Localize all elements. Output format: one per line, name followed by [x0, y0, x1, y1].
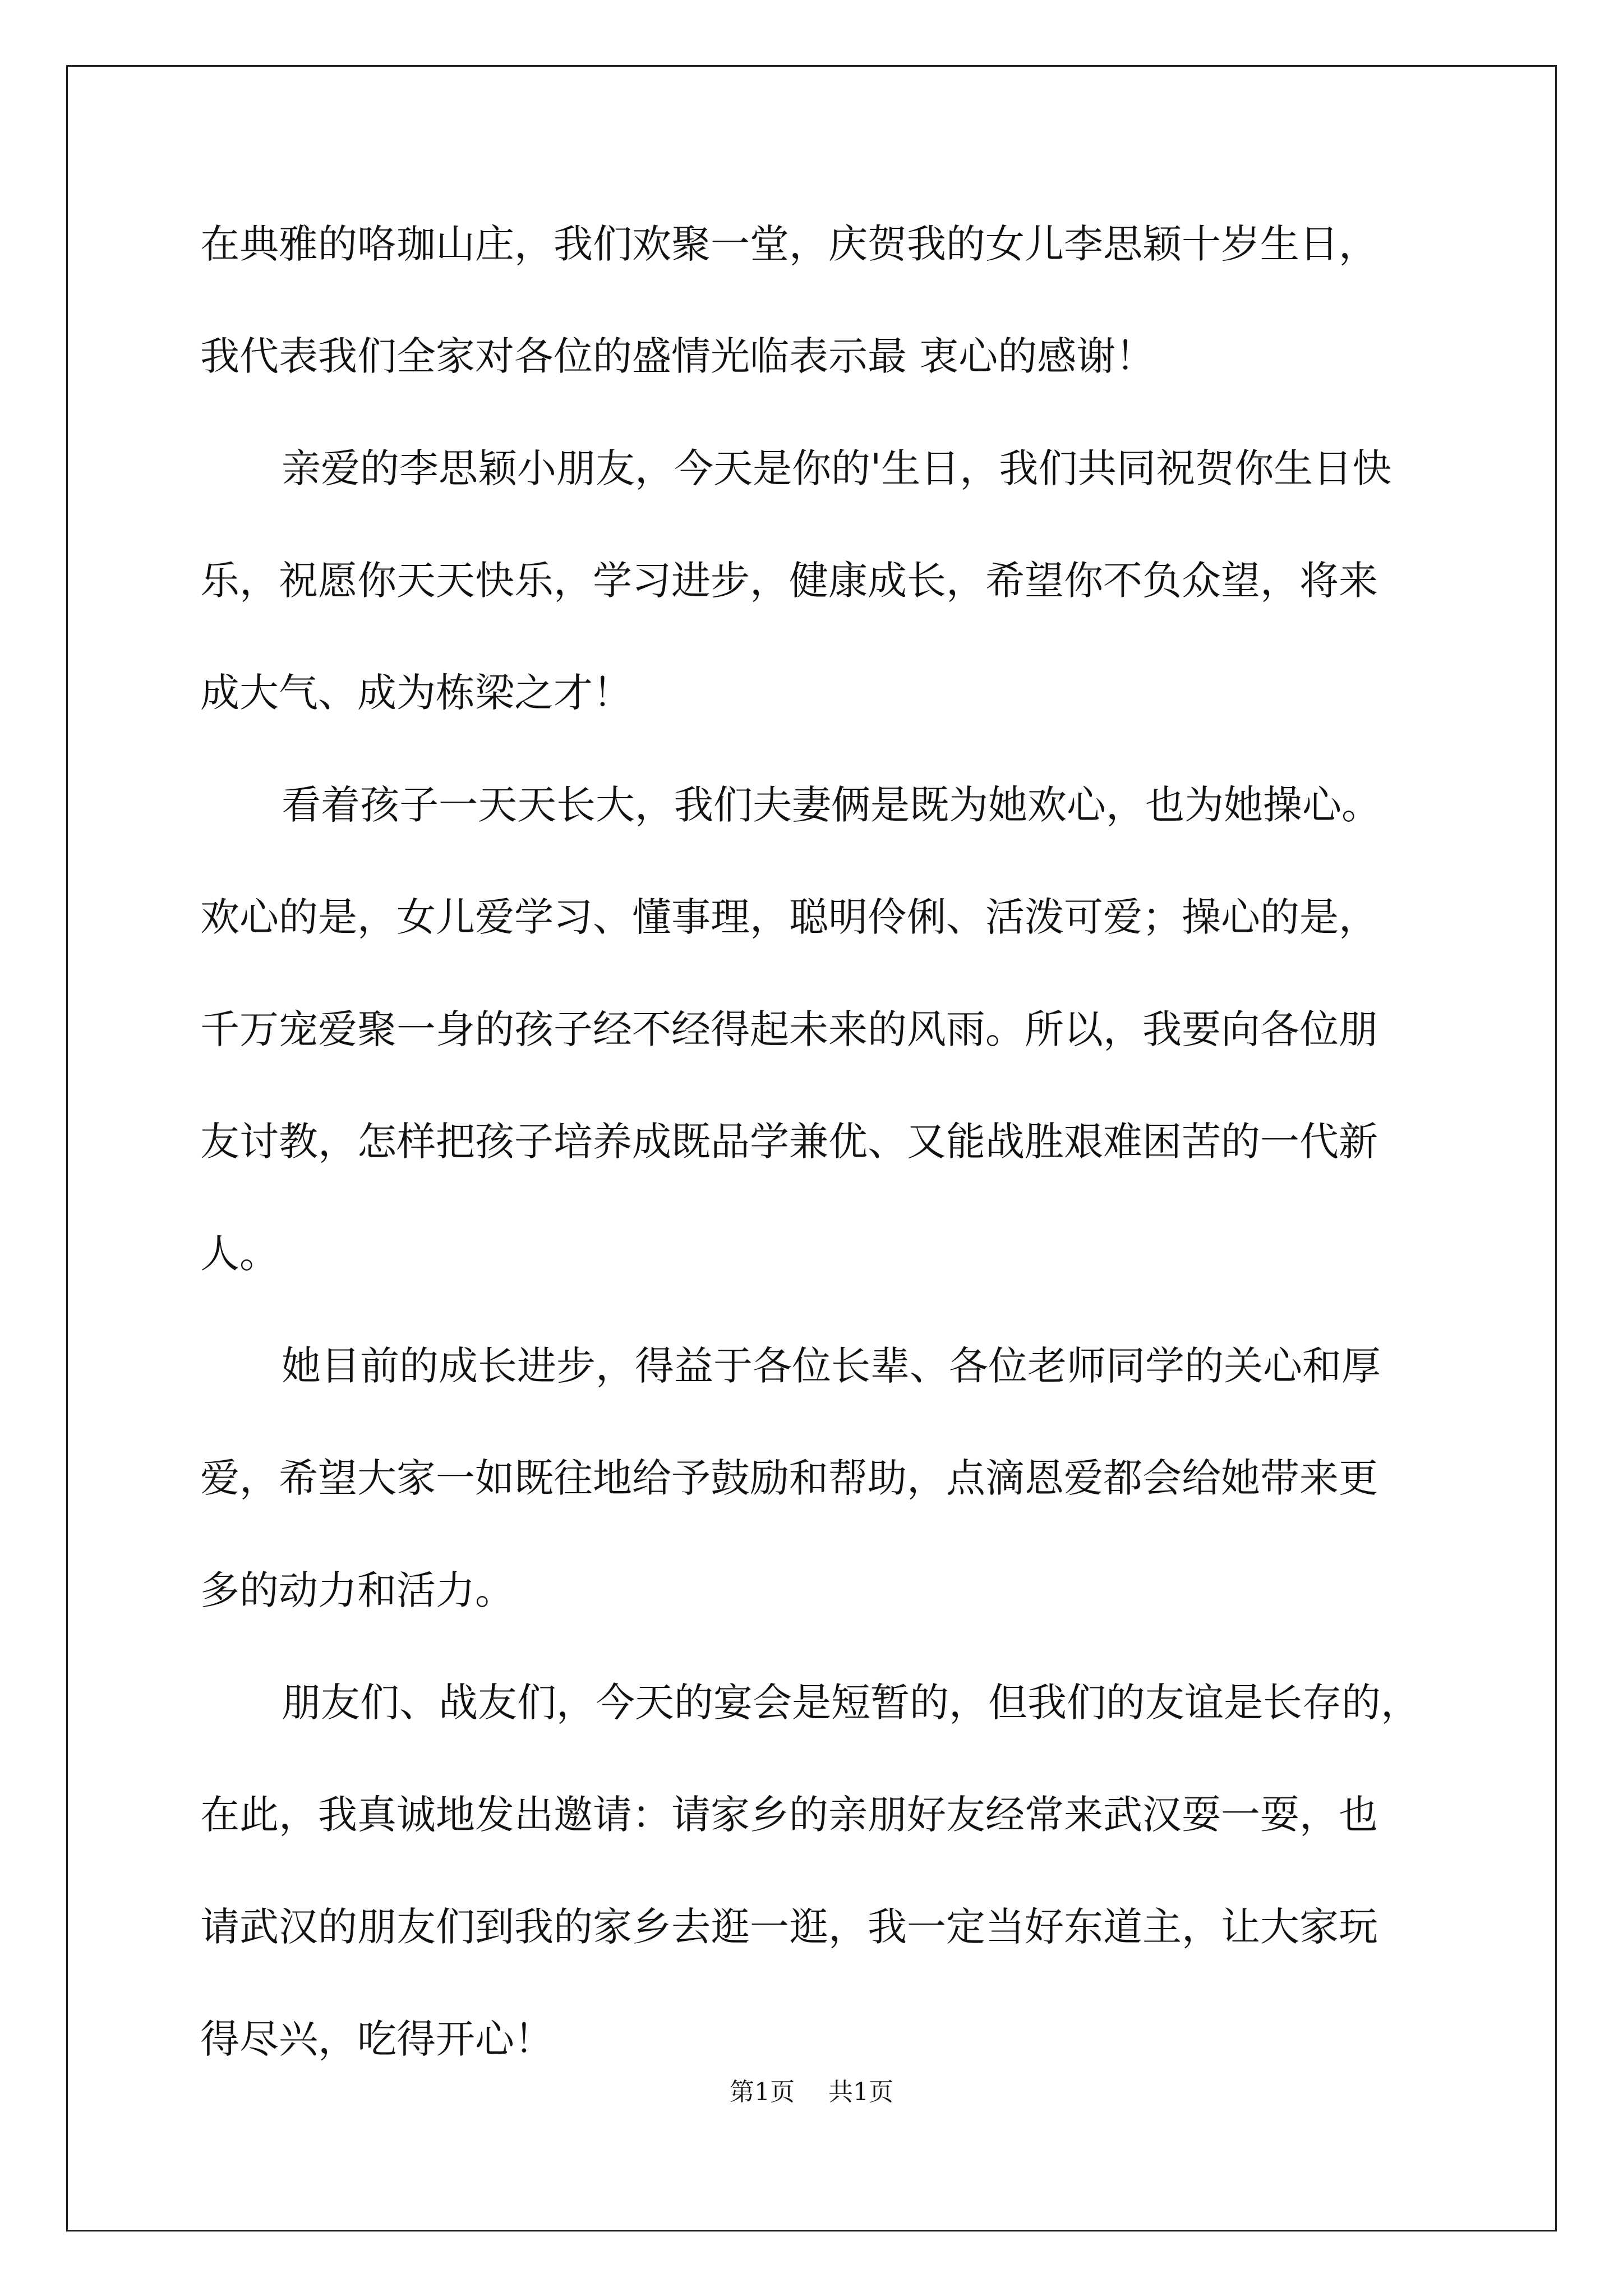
page-number: 第1页 — [730, 2078, 795, 2106]
text-line: 请武汉的朋友们到我的家乡去逛一逛，我一定当好东道主，让大家玩 — [200, 1904, 1378, 1950]
page-total: 共1页 — [828, 2078, 893, 2106]
text-line: 多的动力和活力。 — [200, 1567, 514, 1613]
paragraph-start-line: 朋友们、战友们，今天的宴会是短暂的，但我们的友谊是长存的， — [282, 1680, 1420, 1726]
text-line: 千万宠爱聚一身的孩子经不经得起未来的风雨。所以，我要向各位朋 — [200, 1006, 1378, 1052]
page-footer — [0, 2076, 1623, 2109]
text-line: 爱，希望大家一如既往地给予鼓励和帮助，点滴恩爱都会给她带来更 — [200, 1455, 1378, 1501]
text-line: 我代表我们全家对各位的盛情光临表示最 衷心的感谢！ — [200, 333, 1155, 379]
document-body — [200, 213, 1434, 2120]
text-line: 在此，我真诚地发出邀请：请家乡的亲朋好友经常来武汉耍一耍，也 — [200, 1792, 1378, 1838]
text-line: 成大气、成为栋梁之才！ — [200, 670, 632, 716]
paragraph-start-line: 亲爱的李思颖小朋友，今天是你的'生日，我们共同祝贺你生日快 — [282, 445, 1392, 491]
text-line: 人。 — [200, 1231, 279, 1277]
text-line: 得尽兴，吃得开心！ — [200, 2016, 554, 2062]
text-line: 乐，祝愿你天天快乐，学习进步，健康成长，希望你不负众望，将来 — [200, 558, 1378, 604]
text-line: 在典雅的咯珈山庄，我们欢聚一堂，庆贺我的女儿李思颖十岁生日， — [200, 221, 1378, 267]
text-line: 欢心的是，女儿爱学习、懂事理，聪明伶俐、活泼可爱；操心的是， — [200, 894, 1378, 940]
paragraph-start-line: 她目前的成长进步，得益于各位长辈、各位老师同学的关心和厚 — [282, 1343, 1381, 1389]
text-line: 友讨教，怎样把孩子培养成既品学兼优、又能战胜艰难困苦的一代新 — [200, 1119, 1378, 1165]
paragraph-start-line: 看着孩子一天天长大，我们夫妻俩是既为她欢心，也为她操心。 — [282, 782, 1381, 828]
